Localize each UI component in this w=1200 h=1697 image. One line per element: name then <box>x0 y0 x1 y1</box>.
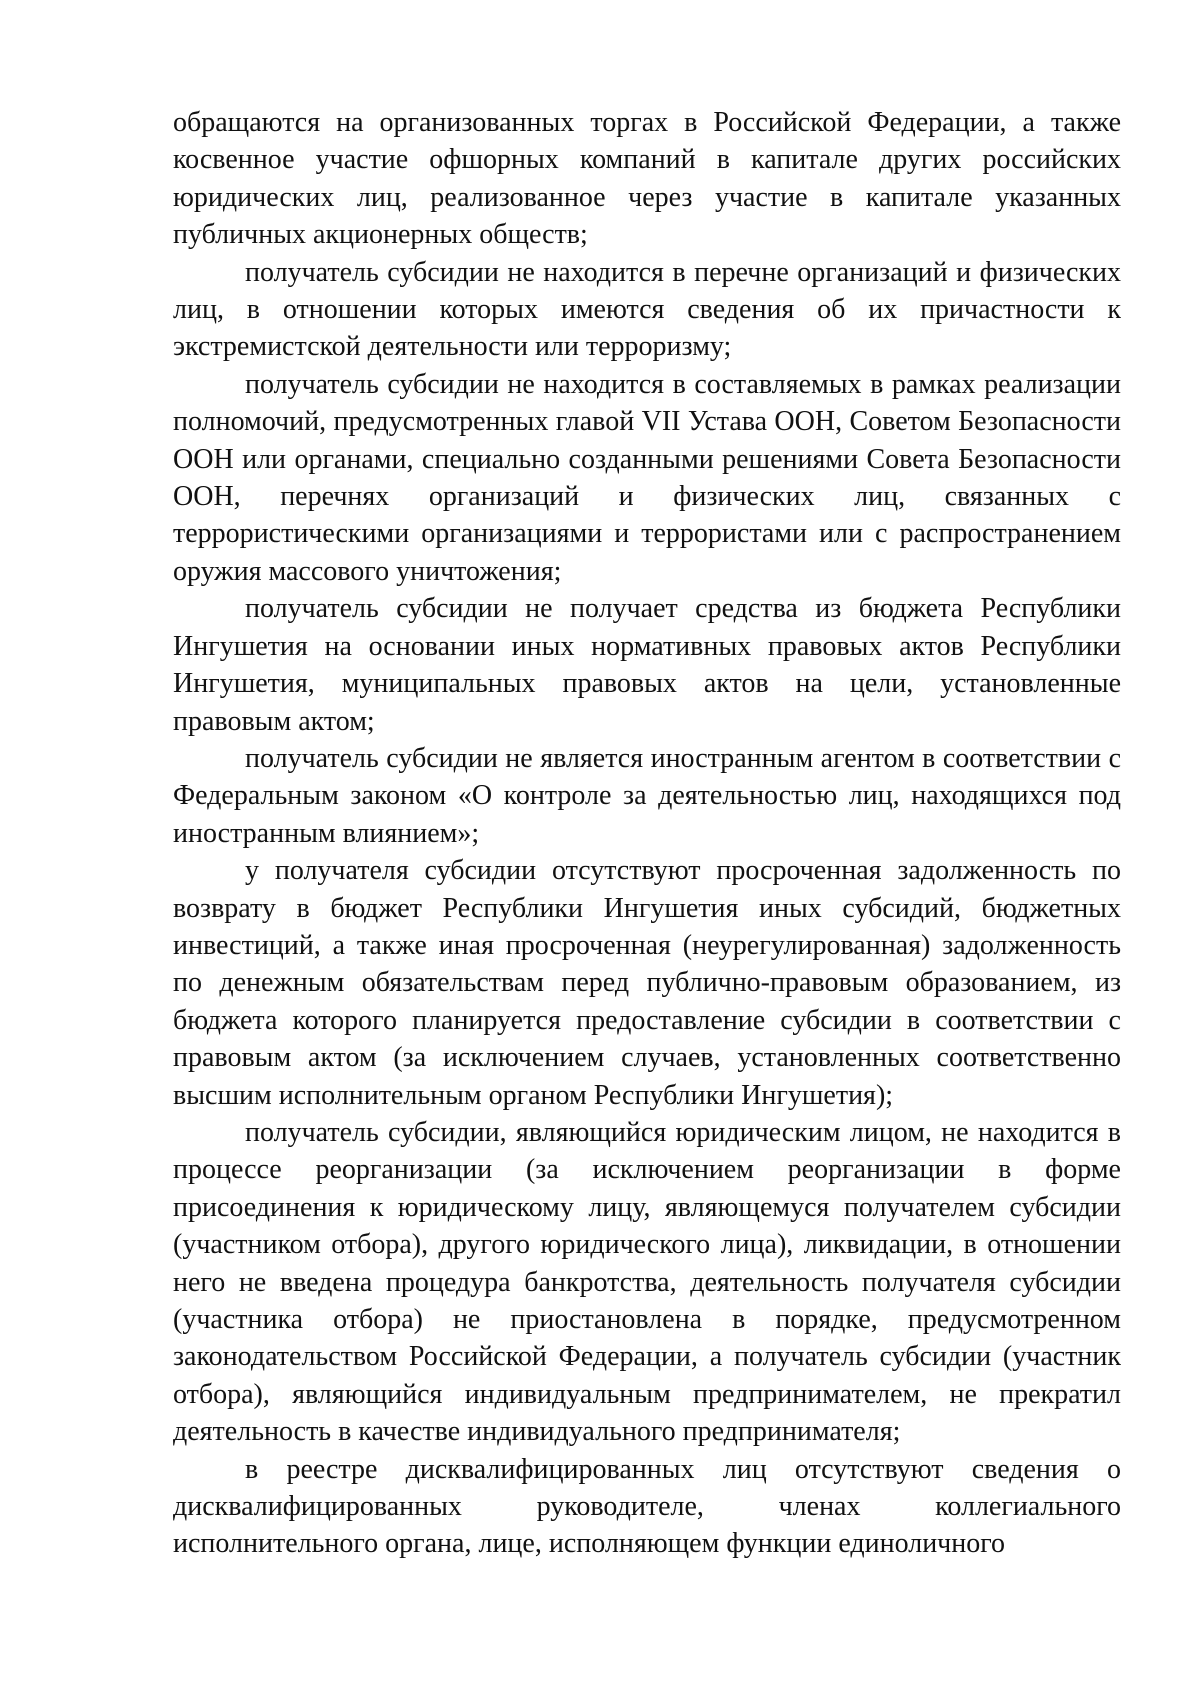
paragraph-un-sanctions-list: получатель субсидии не находится в составляемых в рамках реализации полномочий, предусмотренных главой VII Устава ООН, Советом Безопасности ООН или органами, специально созданными решениями Совета Безопасности ООН, перечнях организаций и физических лиц, связанных с террористическими организациями и террористами или с распространением оружия массового уничтожения; <box>173 368 1121 587</box>
paragraph-budget-funds: получатель субсидии не получает средства из бюджета Республики Ингушетия на основании иных нормативных правовых актов Республики Ингушетия, муниципальных правовых актов на цели, установленные правовым актом; <box>173 593 1121 737</box>
paragraph-foreign-agent: получатель субсидии не является иностранным агентом в соответствии с Федеральным законом «О контроле за деятельностью лиц, находящихся под иностранным влиянием»; <box>173 742 1121 849</box>
paragraph-debt: у получателя субсидии отсутствуют просроченная задолженность по возврату в бюджет Республики Ингушетия иных субсидий, бюджетных инвестиций, а также иная просроченная (неурегулированная) задолженность по денежным обязательствам перед публично-правовым образованием, из бюджета которого планируется предоставление субсидии в соответствии с правовым актом (за исключением случаев, установленных соответственно высшим исполнительным органом Республики Ингушетия); <box>173 855 1121 1111</box>
paragraph-continuation: обращаются на организованных торгах в Российской Федерации, а также косвенное участие офшорных компаний в капитале других российских юридических лиц, реализованное через участие в капитале указанных публичных акционерных обществ; <box>173 107 1121 251</box>
document-page <box>173 104 1121 1563</box>
paragraph-extremism-list: получатель субсидии не находится в перечне организаций и физических лиц, в отношении которых имеются сведения об их причастности к экстремистской деятельности или терроризму; <box>173 256 1121 363</box>
paragraph-reorganization: получатель субсидии, являющийся юридическим лицом, не находится в процессе реорганизации (за исключением реорганизации в форме присоединения к юридическому лицу, являющемуся получателем субсидии (участником отбора), другого юридического лица), ликвидации, в отношении него не введена процедура банкротства, деятельность получателя субсидии (участника отбора) не приостановлена в порядке, предусмотренном законодательством Российской Федерации, а получатель субсидии (участник отбора), являющийся индивидуальным предпринимателем, не прекратил деятельность в качестве индивидуального предпринимателя; <box>173 1116 1121 1448</box>
paragraph-disqualified-persons: в реестре дисквалифицированных лиц отсутствуют сведения о дисквалифицированных руководителе, членах коллегиального исполнительного органа, лице, исполняющем функции единоличного <box>173 1453 1121 1560</box>
